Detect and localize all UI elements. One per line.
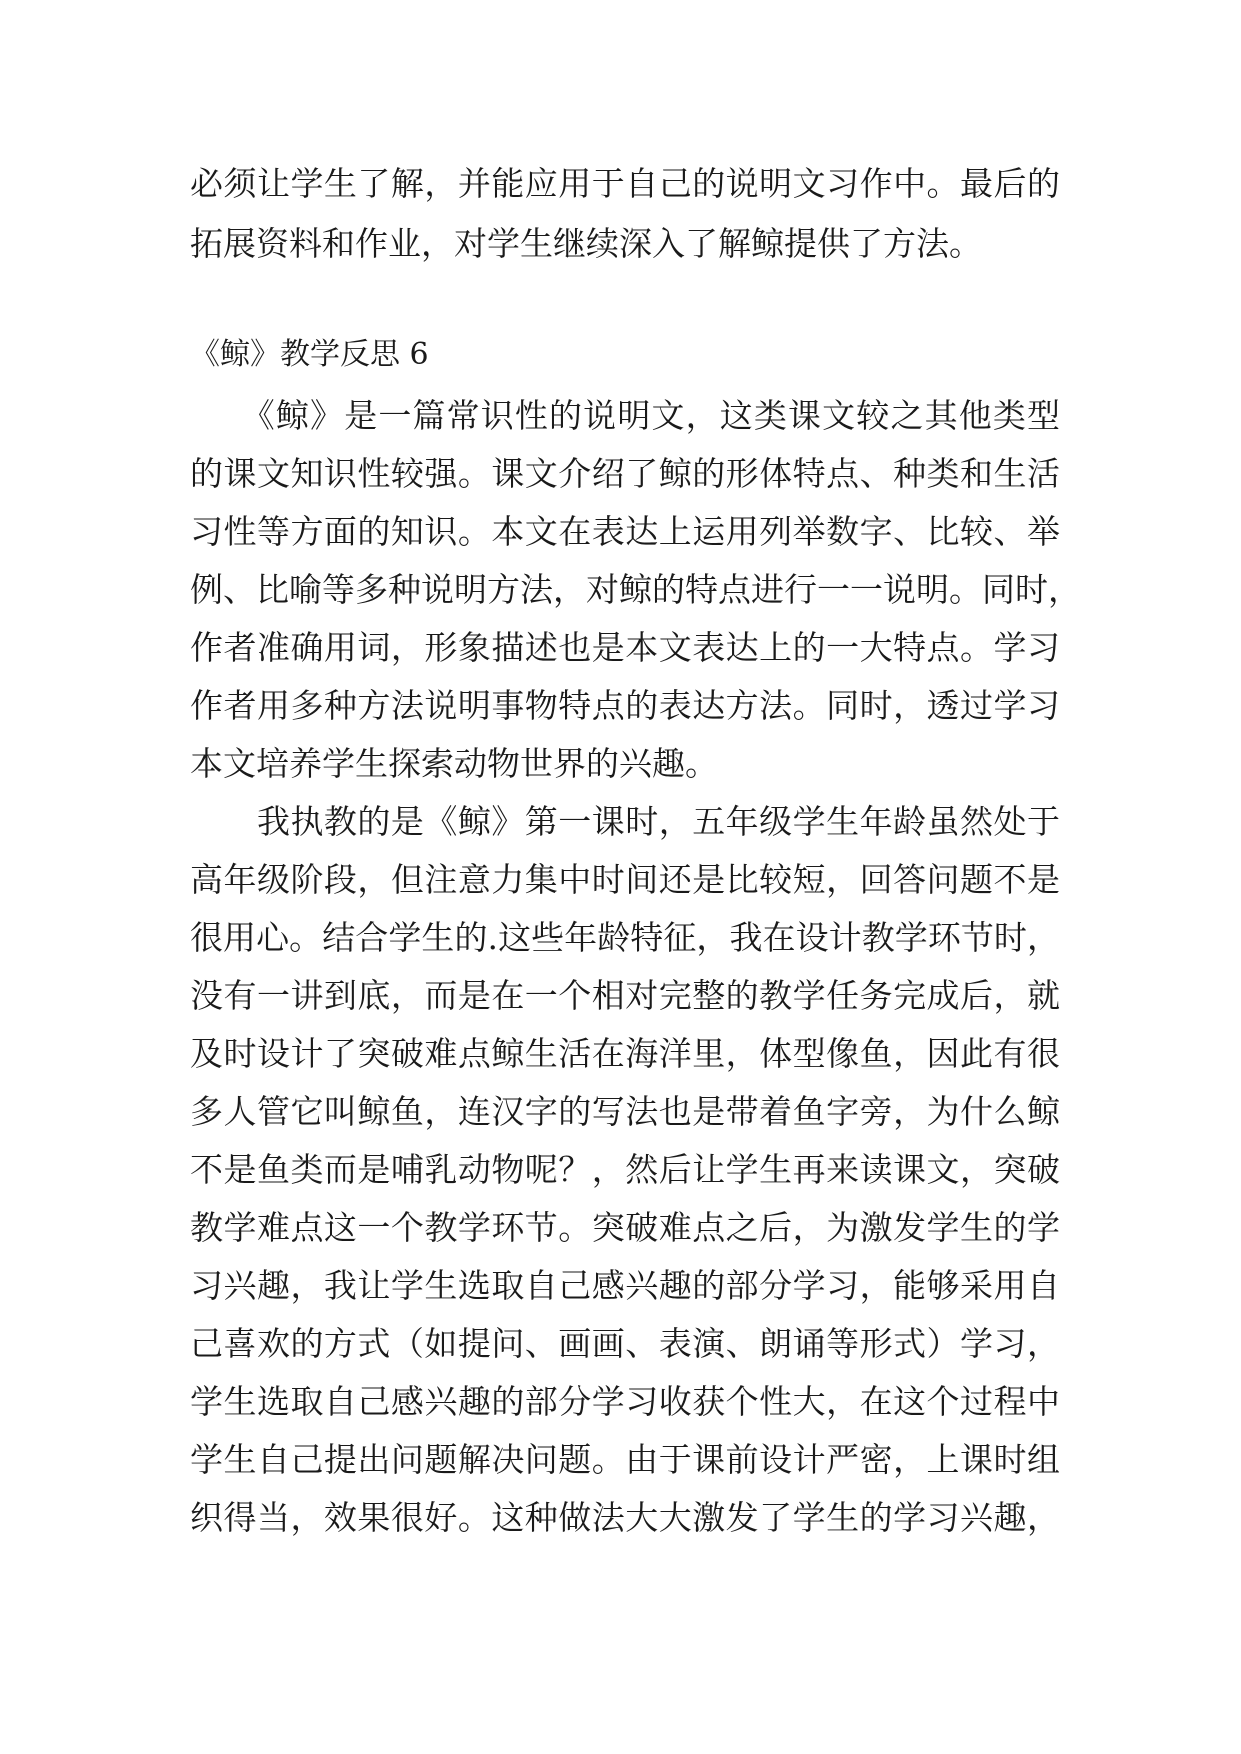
text-line: 作者用多种方法说明事物特点的表达方法。同时，透过学习: [190, 686, 1060, 725]
text-line: 本文培养学生探索动物世界的兴趣。: [190, 744, 718, 783]
section-title: 《鲸》教学反思 6: [190, 337, 429, 372]
text-line: 必须让学生了解，并能应用于自己的说明文习作中。最后的: [190, 164, 1060, 203]
text-line: 《鲸》是一篇常识性的说明文，这类课文较之其他类型: [190, 396, 1060, 435]
text-line: 己喜欢的方式（如提问、画画、表演、朗诵等形式）学习，: [190, 1324, 1060, 1363]
text-line: 习兴趣，我让学生选取自己感兴趣的部分学习，能够采用自: [190, 1266, 1060, 1305]
text-line: 没有一讲到底，而是在一个相对完整的教学任务完成后，就: [190, 976, 1060, 1015]
text-line: 拓展资料和作业，对学生继续深入了解鲸提供了方法。: [190, 224, 982, 263]
text-line: 作者准确用词，形象描述也是本文表达上的一大特点。学习: [190, 628, 1060, 667]
text-line: 高年级阶段，但注意力集中时间还是比较短，回答问题不是: [190, 860, 1060, 899]
text-line: 的课文知识性较强。课文介绍了鲸的形体特点、种类和生活: [190, 454, 1060, 493]
text-line: 习性等方面的知识。本文在表达上运用列举数字、比较、举: [190, 512, 1060, 551]
text-line: 织得当，效果很好。这种做法大大激发了学生的学习兴趣，: [190, 1498, 1060, 1537]
text-line: 教学难点这一个教学环节。突破难点之后，为激发学生的学: [190, 1208, 1060, 1247]
text-line: 及时设计了突破难点鲸生活在海洋里，体型像鱼，因此有很: [190, 1034, 1060, 1073]
text-line: 不是鱼类而是哺乳动物呢？，然后让学生再来读课文，突破: [190, 1150, 1060, 1189]
text-line: 学生选取自己感兴趣的部分学习收获个性大，在这个过程中: [190, 1382, 1060, 1421]
text-line: 学生自己提出问题解决问题。由于课前设计严密，上课时组: [190, 1440, 1060, 1479]
text-line: 很用心。结合学生的.这些年龄特征，我在设计教学环节时，: [190, 918, 1060, 957]
text-line: 多人管它叫鲸鱼，连汉字的写法也是带着鱼字旁，为什么鲸: [190, 1092, 1060, 1131]
text-line: 我执教的是《鲸》第一课时，五年级学生年龄虽然处于: [190, 802, 1060, 841]
text-line: 例、比喻等多种说明方法，对鲸的特点进行一一说明。同时，: [190, 570, 1081, 609]
